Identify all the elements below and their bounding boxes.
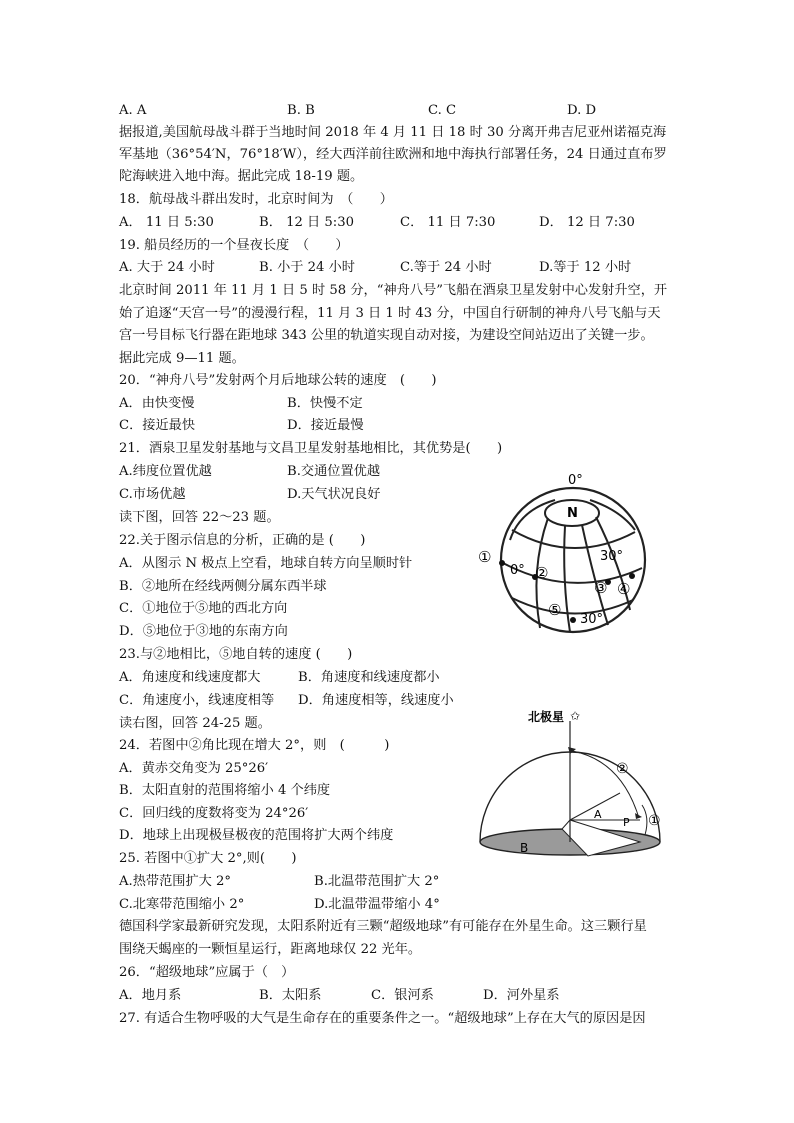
- hemisphere-figure: [470, 705, 690, 865]
- label-0-top: 0°: [568, 473, 583, 488]
- intro-20-line: 始了追逐“天宫一号”的漫漫行程，11 月 3 日 1 时 43 分，中国自行研制的神舟八号飞船与天: [119, 306, 661, 321]
- q24-option-c: C．回归线的度数将变为 24°26′: [119, 806, 309, 821]
- q23-stem: 23.与②地相比，⑤地自转的速度 ( ): [119, 647, 353, 662]
- q26-option-b: B．太阳系: [259, 988, 322, 1003]
- q19-option-a: A. 大于 24 小时: [119, 260, 215, 275]
- answer-c: C. C: [428, 103, 457, 118]
- q24-option-d: D．地球上出现极昼极夜的范围将扩大两个纬度: [119, 828, 394, 843]
- q26-stem: 26．“超级地球”应属于（ ）: [119, 965, 295, 980]
- label-point-1: ①: [478, 548, 492, 566]
- latitude-line: [512, 530, 635, 548]
- q21-option-a: A.纬度位置优越: [119, 464, 212, 479]
- q18-option-b: B． 12 日 5:30: [259, 215, 355, 230]
- q20-option-d: D．接近最慢: [287, 418, 364, 433]
- q24-option-a: A．黄赤交角变为 25°26′: [119, 761, 269, 776]
- meridian-line: [564, 526, 570, 632]
- label-point-4: ④: [617, 580, 631, 598]
- q25-option-a: A.热带范围扩大 2°: [119, 874, 232, 889]
- q24-option-b: B．太阳直射的范围将缩小 4 个纬度: [119, 783, 331, 798]
- q19-option-c: C.等于 24 小时: [400, 260, 492, 275]
- q23-option-d: D．角速度相等，线速度小: [298, 693, 454, 708]
- q18-stem: 18．航母战斗群出发时，北京时间为 （ ）: [119, 192, 393, 207]
- angle-1-arc: [642, 805, 647, 835]
- meridian-line: [582, 525, 608, 625]
- q21-option-d: D.天气状况良好: [287, 487, 381, 502]
- q26-option-c: C．银河系: [371, 988, 434, 1003]
- intro-18-line: 据报道,美国航母战斗群于当地时间 2018 年 4 月 11 日 18 时 30 分离开弗吉尼亚州诺福克海: [119, 125, 667, 140]
- intro-18-line: 陀海峡进入地中海。据此完成 18-19 题。: [119, 169, 364, 184]
- q20-stem: 20．“神舟八号”发射两个月后地球公转的速度 ( ): [119, 373, 437, 388]
- intro-20-line: 宫一号目标飞行器在距地球 343 公里的轨道实现自动对接，为建设空间站迈出了关键一步。: [119, 328, 654, 343]
- label-point-2: ②: [535, 564, 549, 582]
- label-p: P: [623, 816, 630, 829]
- q19-option-d: D.等于 12 小时: [539, 260, 632, 275]
- q24-stem: 24．若图中②角比现在增大 2°，则 ( ): [119, 738, 390, 753]
- globe-figure: [470, 470, 670, 640]
- q22-option-b: B．②地所在经线两侧分属东西半球: [119, 579, 327, 594]
- q22-option-a: A．从图示 N 极点上空看，地球自转方向呈顺时针: [119, 556, 413, 571]
- q25-option-c: C.北寒带范围缩小 2°: [119, 897, 245, 912]
- label-point-5: ⑤: [548, 601, 562, 619]
- q22-option-d: D．⑤地位于③地的东南方向: [119, 624, 288, 639]
- label-angle-1: ①: [648, 813, 661, 829]
- q23-option-b: B．角速度和线速度都小: [298, 670, 440, 685]
- intro-20-line: 北京时间 2011 年 11 月 1 日 5 时 58 分，“神舟八号”飞船在酒泉卫星发射中心发射升空，开: [119, 283, 668, 298]
- label-b: B: [520, 841, 529, 855]
- q18-option-a: A． 11 日 5:30: [119, 215, 214, 230]
- polaris-label: 北极星: [528, 710, 565, 724]
- q20-option-b: B．快慢不定: [287, 396, 363, 411]
- q19-option-b: B. 小于 24 小时: [259, 260, 355, 275]
- intro-26-line: 围绕天蝎座的一颗恒星运行，距离地球仅 22 光年。: [119, 942, 422, 957]
- label-30-lower: 30°: [580, 612, 604, 627]
- intro-26-line: 德国科学家最新研究发现，太阳系附近有三颗“超级地球”有可能存在外星生命。这三颗行星: [119, 919, 647, 934]
- point-5-dot: [570, 617, 576, 623]
- label-angle-2: ②: [616, 761, 629, 777]
- q22-stem: 22.关于图示信息的分析，正确的是 ( ): [119, 533, 366, 548]
- q19-stem: 19. 船员经历的一个昼夜长度 （ ）: [119, 238, 349, 253]
- intro-18-line: 军基地（36°54′N，76°18′W），经大西洋前往欧洲和地中海执行部署任务，24 日通过直布罗: [119, 147, 667, 162]
- q23-option-c: C．角速度小，线速度相等: [119, 693, 275, 708]
- q20-option-c: C．接近最快: [119, 418, 196, 433]
- q20-option-a: A．由快变慢: [119, 396, 195, 411]
- label-north-pole: N: [567, 506, 578, 521]
- q25-option-d: D.北温带温带缩小 4°: [314, 897, 440, 912]
- q22-option-c: C．①地位于⑤地的西北方向: [119, 601, 288, 616]
- read-22-instruction: 读下图，回答 22～23 题。: [119, 510, 280, 525]
- q21-option-c: C.市场优越: [119, 487, 186, 502]
- q27-stem: 27. 有适合生物呼吸的大气是生命存在的重要条件之一。“超级地球”上存在大气的原因是因: [119, 1011, 646, 1026]
- q18-option-c: C． 11 日 7:30: [400, 215, 496, 230]
- label-point-3: ③: [594, 579, 608, 597]
- point-1-dot: [499, 560, 505, 566]
- label-a: A: [594, 808, 602, 821]
- arrow-head: [635, 813, 642, 819]
- q25-option-b: B.北温带范围扩大 2°: [314, 874, 440, 889]
- intro-20-line: 据此完成 9—11 题。: [119, 351, 245, 366]
- q23-option-a: A．角速度和线速度都大: [119, 670, 261, 685]
- point-4-dot: [629, 573, 635, 579]
- q26-option-d: D．河外星系: [483, 988, 560, 1003]
- star-icon: ✩: [570, 709, 581, 723]
- q18-option-d: D． 12 日 7:30: [539, 215, 635, 230]
- answer-b: B. B: [287, 103, 315, 118]
- latitude-line: [512, 598, 633, 614]
- label-0-side: 0°: [510, 563, 525, 578]
- q21-stem: 21．酒泉卫星发射基地与文昌卫星发射基地相比，其优势是( ): [119, 441, 503, 456]
- q25-stem: 25. 若图中①扩大 2°,则( ): [119, 851, 297, 866]
- q26-option-a: A．地月系: [119, 988, 182, 1003]
- answer-d: D. D: [567, 103, 597, 118]
- q21-option-b: B.交通位置优越: [287, 464, 381, 479]
- label-30-upper: 30°: [600, 549, 624, 564]
- read-24-instruction: 读右图，回答 24-25 题。: [119, 716, 271, 731]
- arrow-head: [568, 747, 576, 754]
- answer-a: A. A: [119, 103, 147, 118]
